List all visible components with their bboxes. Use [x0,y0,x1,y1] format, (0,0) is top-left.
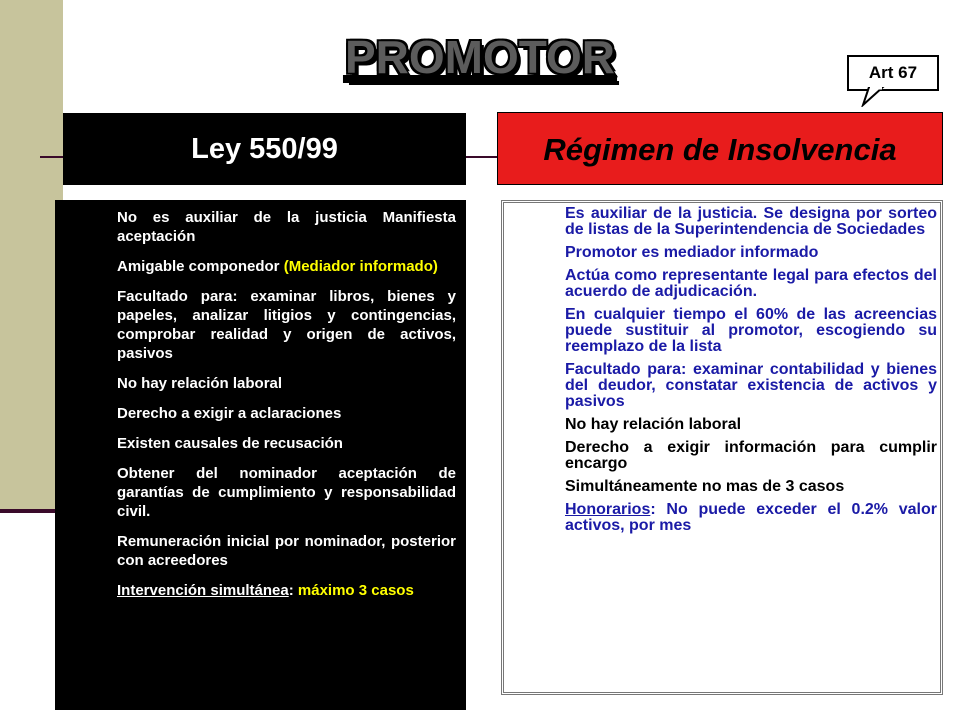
list-item: Actúa como representante legal para efectos del acuerdo de adjudicación. [565,267,937,300]
regimen-insolvencia-list [565,206,937,541]
list-item: Promotor es mediador informado [565,244,819,261]
list-item: No hay relación laboral [565,416,742,433]
connector-line-left [40,156,65,158]
callout-tail [855,87,895,107]
list-item: No es auxiliar de la justicia Manifiesta aceptación [117,209,456,245]
list-item: Facultado para: examinar libros, bienes y papeles, analizar litigios y contingencias, comprobar realidad y origen de activos, pasivos [117,288,456,362]
connector-line-middle [466,156,498,158]
list-item: Remuneración inicial por nominador, posterior con acreedores [117,533,456,569]
ley-550-panel [55,200,466,710]
list-item: Es auxiliar de la justicia. Se designa por sorteo de listas de la Superintendencia de Sociedades [565,205,937,238]
list-item: En cualquier tiempo el 60% de las acreencias puede sustituir al promotor, escogiendo su reemplazo de la lista [565,306,937,355]
list-item: Derecho a exigir información para cumplir encargo [565,439,937,472]
list-item: Existen causales de recusación [117,435,343,452]
list-item [117,257,456,276]
list-item: Derecho a exigir a aclaraciones [117,405,342,422]
header-ley-550: Ley 550/99 [63,113,466,185]
list-item: Obtener del nominador aceptación de garantías de cumplimiento y responsabilidad civil. [117,465,456,520]
mediador-highlight: (Mediador informado) [283,258,438,275]
honorarios-label: Honorarios [565,501,651,518]
list-item: No hay relación laboral [117,375,283,392]
slide-title: PROMOTOR [344,31,616,83]
regimen-insolvencia-panel [501,200,943,695]
list-item: Facultado para: examinar contabilidad y bienes del deudor, constatar existencia de activos y pasivos [565,361,937,410]
ley-550-list [117,208,456,611]
intervencion-label: Intervención simultánea [117,582,289,599]
amigable-text: Amigable componedor [117,258,280,275]
header-regimen-insolvencia: Régimen de Insolvencia [497,112,943,185]
list-item: Simultáneamente no mas de 3 casos [565,478,845,495]
list-item [117,581,456,600]
honorarios-text: : No puede exceder el 0.2% valor activos, por mes [565,501,937,534]
list-item [565,502,937,534]
maximo-casos-highlight: máximo 3 casos [297,582,414,599]
colon-separator: : [288,582,294,599]
article-callout: Art 67 [847,55,939,91]
